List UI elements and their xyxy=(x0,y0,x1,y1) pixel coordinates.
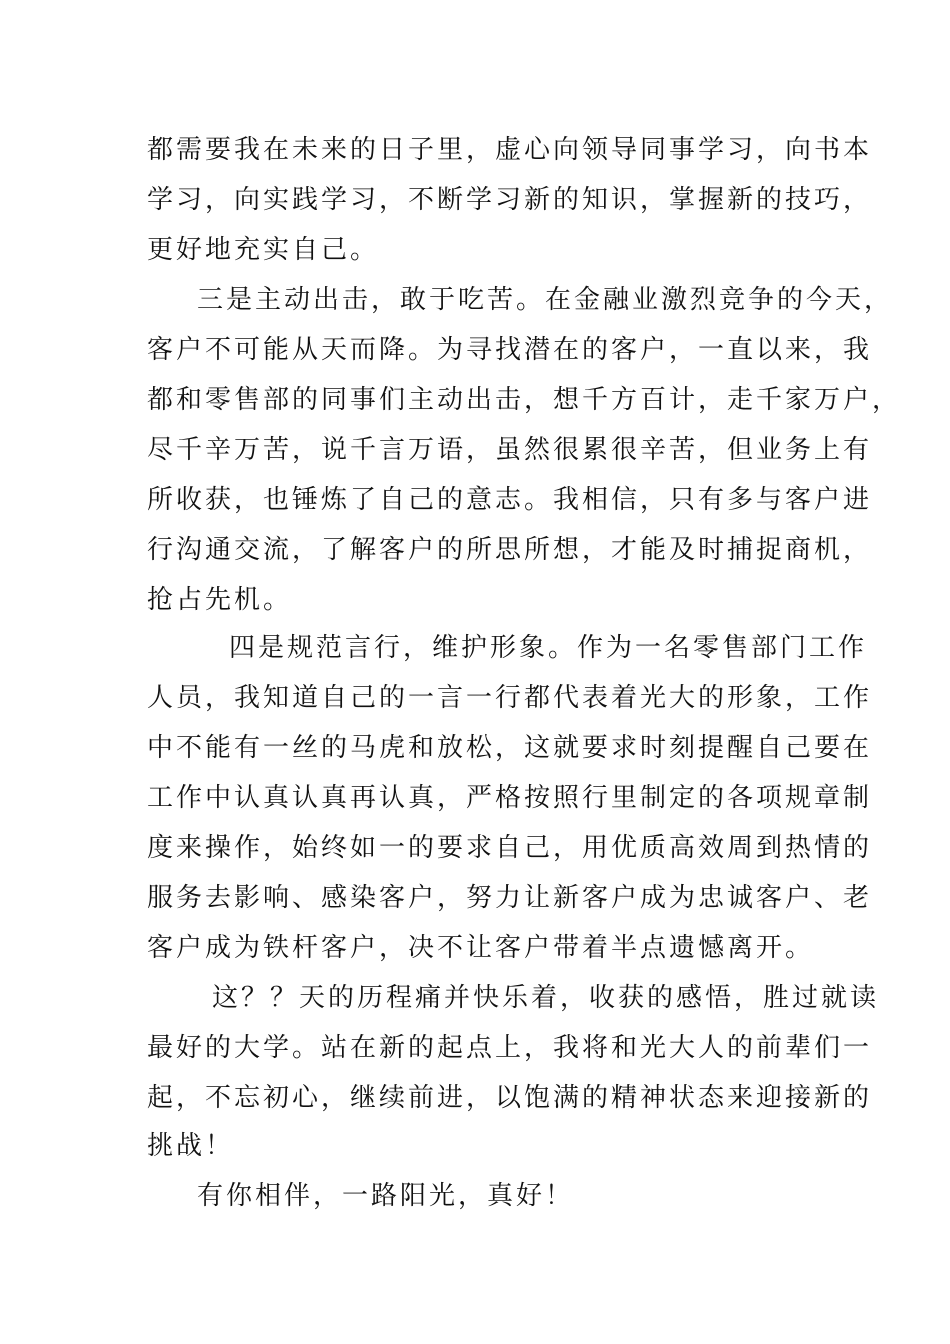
text-line: 最好的大学。站在新的起点上，我将和光大人的前辈们一 xyxy=(147,1033,873,1063)
text-line: 挑战！ xyxy=(147,1131,235,1161)
text-line: 这？？天的历程痛并快乐着，收获的感悟，胜过就读 xyxy=(212,983,880,1013)
text-line: 起，不忘初心，继续前进，以饱满的精神状态来迎接新的 xyxy=(147,1083,873,1113)
text-line: 所收获，也锤炼了自己的意志。我相信，只有多与客户进 xyxy=(147,485,873,515)
text-line: 度来操作，始终如一的要求自己，用优质高效周到热情的 xyxy=(147,833,873,863)
text-line: 更好地充实自己。 xyxy=(147,235,380,265)
text-line: 行沟通交流，了解客户的所思所想，才能及时捕捉商机， xyxy=(147,535,873,565)
text-line: 三是主动出击，敢于吃苦。在金融业激烈竞争的今天， xyxy=(197,285,894,315)
text-line: 尽千辛万苦，说千言万语，虽然很累很辛苦，但业务上有 xyxy=(147,435,873,465)
text-line: 中不能有一丝的马虎和放松，这就要求时刻提醒自己要在 xyxy=(147,733,873,763)
text-line: 人员，我知道自己的一言一行都代表着光大的形象，工作 xyxy=(147,683,873,713)
text-line: 都和零售部的同事们主动出击，想千方百计，走千家万户， xyxy=(147,385,902,415)
text-line: 四是规范言行，维护形象。作为一名零售部门工作 xyxy=(229,633,868,663)
text-line: 有你相伴，一路阳光，真好！ xyxy=(197,1181,575,1211)
text-line: 服务去影响、感染客户，努力让新客户成为忠诚客户、老 xyxy=(147,883,873,913)
text-line: 工作中认真认真再认真，严格按照行里制定的各项规章制 xyxy=(147,783,873,813)
text-line: 学习，向实践学习，不断学习新的知识，掌握新的技巧， xyxy=(147,185,873,215)
text-line: 抢占先机。 xyxy=(147,585,293,615)
text-line: 客户不可能从天而降。为寻找潜在的客户，一直以来，我 xyxy=(147,335,873,365)
text-line: 都需要我在未来的日子里，虚心向领导同事学习，向书本 xyxy=(147,135,873,165)
text-line: 客户成为铁杆客户，决不让客户带着半点遗憾离开。 xyxy=(147,933,815,963)
